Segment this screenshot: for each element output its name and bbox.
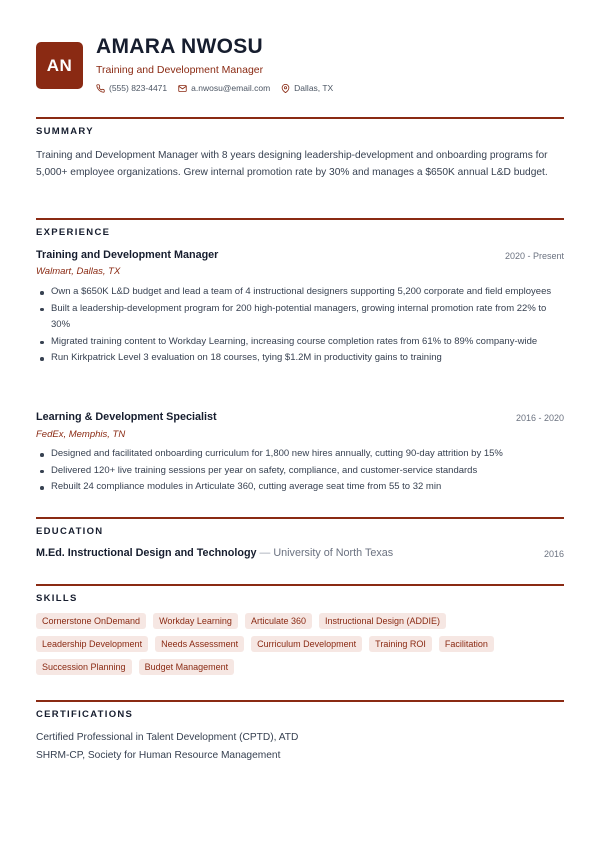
job-title: Learning & Development Specialist: [36, 411, 217, 423]
skill-chip: Articulate 360: [245, 613, 312, 629]
skill-chip: Training ROI: [369, 636, 432, 652]
location-pin-icon: [281, 84, 290, 93]
education-degree: M.Ed. Instructional Design and Technology: [36, 547, 257, 559]
bullet-item: Own a $650K L&D budget and lead a team of 4 instructional designers supporting 5,200 corporate and field employees: [36, 284, 564, 301]
contact-phone: [96, 83, 167, 93]
section-divider: [36, 117, 564, 119]
phone-icon: [96, 84, 105, 93]
bullet-item: Rebuilt 24 compliance modules in Articulate 360, cutting average seat time from 55 to 32 min: [36, 479, 564, 496]
bullet-item: Migrated training content to Workday Learning, increasing course completion rates from 61% to 89% company-wide: [36, 334, 564, 351]
certifications-list: [36, 729, 298, 764]
summary-heading: SUMMARY: [36, 126, 94, 137]
certification-item: Certified Professional in Talent Development (CPTD), ATD: [36, 732, 299, 743]
job-company: Walmart, Dallas, TX: [36, 266, 121, 277]
contact-email[interactable]: [178, 83, 270, 93]
section-divider: [36, 584, 564, 586]
section-divider: [36, 517, 564, 519]
certification-item: SHRM-CP, Society for Human Resource Management: [36, 749, 281, 761]
skill-chip: Workday Learning: [153, 613, 238, 629]
job-bullets: [36, 446, 564, 496]
contact-phone-text: (555) 823-4471: [109, 83, 168, 93]
summary-text: Training and Development Manager with 8 years designing leadership-development and onboarding programs for 5,000+ employee organizations. Grew internal promotion rate by 30% and manages a $650K annual L&D budget.: [36, 150, 548, 178]
bullet-item: Designed and facilitated onboarding curriculum for 1,800 new hires annually, cutting 90-day attrition by 15%: [36, 446, 564, 463]
contact-email-text: a.nwosu@email.com: [191, 83, 271, 93]
education-year: 2016: [543, 549, 564, 559]
job-company: FedEx, Memphis, TN: [36, 429, 126, 440]
skill-chip: Budget Management: [139, 659, 235, 675]
skill-chip: Needs Assessment: [155, 636, 244, 652]
education-separator: —: [256, 547, 274, 559]
education-school: University of North Texas: [273, 547, 394, 559]
skills-list: [36, 613, 564, 682]
skill-chip: Cornerstone OnDemand: [36, 613, 146, 629]
bullet-item: Delivered 120+ live training sessions per year on safety, compliance, and customer-service standards: [36, 463, 564, 480]
skill-chip: Instructional Design (ADDIE): [319, 613, 446, 629]
contact-location-text: Dallas, TX: [294, 83, 334, 93]
certifications-heading: CERTIFICATIONS: [36, 709, 134, 720]
skill-chip: Succession Planning: [36, 659, 132, 675]
job-dates: 2016 - 2020: [515, 413, 564, 423]
section-divider: [36, 700, 564, 702]
job-dates: 2020 - Present: [504, 251, 564, 261]
section-divider: [36, 218, 564, 220]
candidate-role: Training and Development Manager: [96, 64, 264, 76]
contact-location: [281, 83, 333, 93]
contact-info: [96, 83, 344, 93]
skill-chip: Curriculum Development: [251, 636, 362, 652]
skill-chip: Leadership Development: [36, 636, 148, 652]
skills-heading: SKILLS: [36, 593, 78, 604]
initials-avatar: AN: [36, 42, 83, 89]
education-entry: [36, 547, 393, 559]
bullet-item: Built a leadership-development program for 200 high-potential managers, growing internal promotion rate from 22% to 30%: [36, 301, 564, 334]
bullet-item: Run Kirkpatrick Level 3 evaluation on 18 courses, tying $1.2M in productivity gains to training: [36, 350, 564, 367]
education-heading: EDUCATION: [36, 526, 104, 537]
candidate-name: AMARA NWOSU: [96, 35, 264, 58]
resume-header: [36, 36, 564, 98]
skill-chip: Facilitation: [439, 636, 494, 652]
job-title: Training and Development Manager: [36, 249, 219, 261]
mail-icon: [178, 84, 187, 93]
job-bullets: [36, 284, 564, 367]
experience-heading: EXPERIENCE: [36, 227, 111, 238]
